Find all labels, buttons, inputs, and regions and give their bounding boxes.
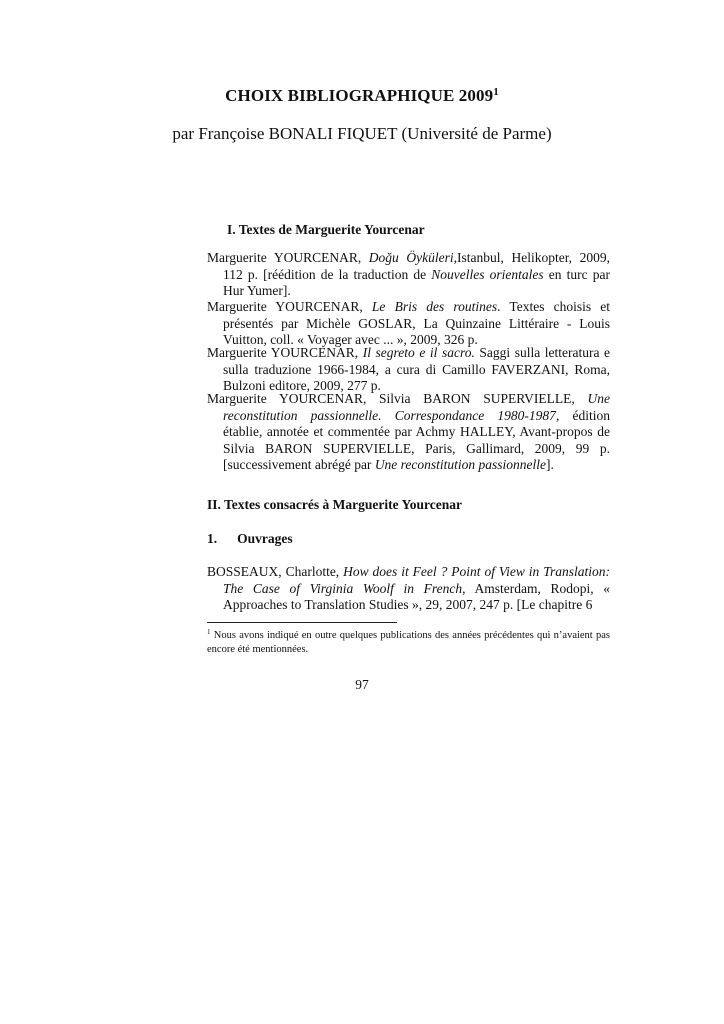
- footnote: [207, 629, 610, 657]
- bibliography-entry-1: Marguerite YOURCENAR, Doğu Öyküleri,Istanbul, Helikopter, 2009, 112 p. [réédition de la traduction de Nouvelles orientales en turc par Hur Yumer].: [207, 250, 611, 298]
- bibliography-entry-3: Marguerite YOURCENAR, Il segreto e il sacro. Saggi sulla letteratura e sulla traduzione 1966-1984, a cura di Camillo FAVERZANI, Roma, Bulzoni editore, 2009, 277 p.: [207, 345, 611, 393]
- bibliography-entry-5: BOSSEAUX, Charlotte, How does it Feel ? Point of View in Translation: The Case of Virginia Woolf in French, Amsterdam, Rodopi, « Approaches to Translation Studies », 29, 2007, 247 p. [Le chapitre 6: [207, 564, 611, 612]
- author-line: par Françoise BONALI FIQUET (Université de Parme): [172, 124, 552, 143]
- subsection-number: 1.: [207, 531, 218, 546]
- footnote-divider: [207, 622, 397, 623]
- page-title: [0, 86, 724, 106]
- footnote-text: Nous avons indiqué en outre quelques publications des années précédentes qui n’avaient pas encore été mentionnées.: [207, 630, 610, 655]
- footnote-number: 1: [207, 628, 211, 636]
- title-text: CHOIX BIBLIOGRAPHIQUE 2009: [225, 86, 494, 105]
- bibliography-entry-2: Marguerite YOURCENAR, Le Bris des routines. Textes choisis et présentés par Michèle GOSLAR, La Quinzaine Littéraire - Louis Vuitton, coll. « Voyager avec ... », 2009, 326 p.: [207, 299, 611, 347]
- section-heading-2: II. Textes consacrés à Marguerite Yourcenar: [207, 497, 462, 512]
- title-footnote-ref: 1: [493, 86, 499, 98]
- section-heading-1: I. Textes de Marguerite Yourcenar: [227, 222, 425, 237]
- page-number: 97: [355, 677, 369, 692]
- subsection-heading: [207, 531, 293, 547]
- subsection-title: Ouvrages: [237, 531, 293, 546]
- bibliography-entry-4: Marguerite YOURCENAR, Silvia BARON SUPERVIELLE, Une reconstitution passionnelle. Correspondance 1980-1987, édition établie, annotée et commentée par Achmy HALLEY, Avant-propos de Silvia BARON SUPERVIELLE, Paris, Gallimard, 2009, 99 p. [successivement abrégé par Une reconstitution passionnelle].: [207, 391, 610, 472]
